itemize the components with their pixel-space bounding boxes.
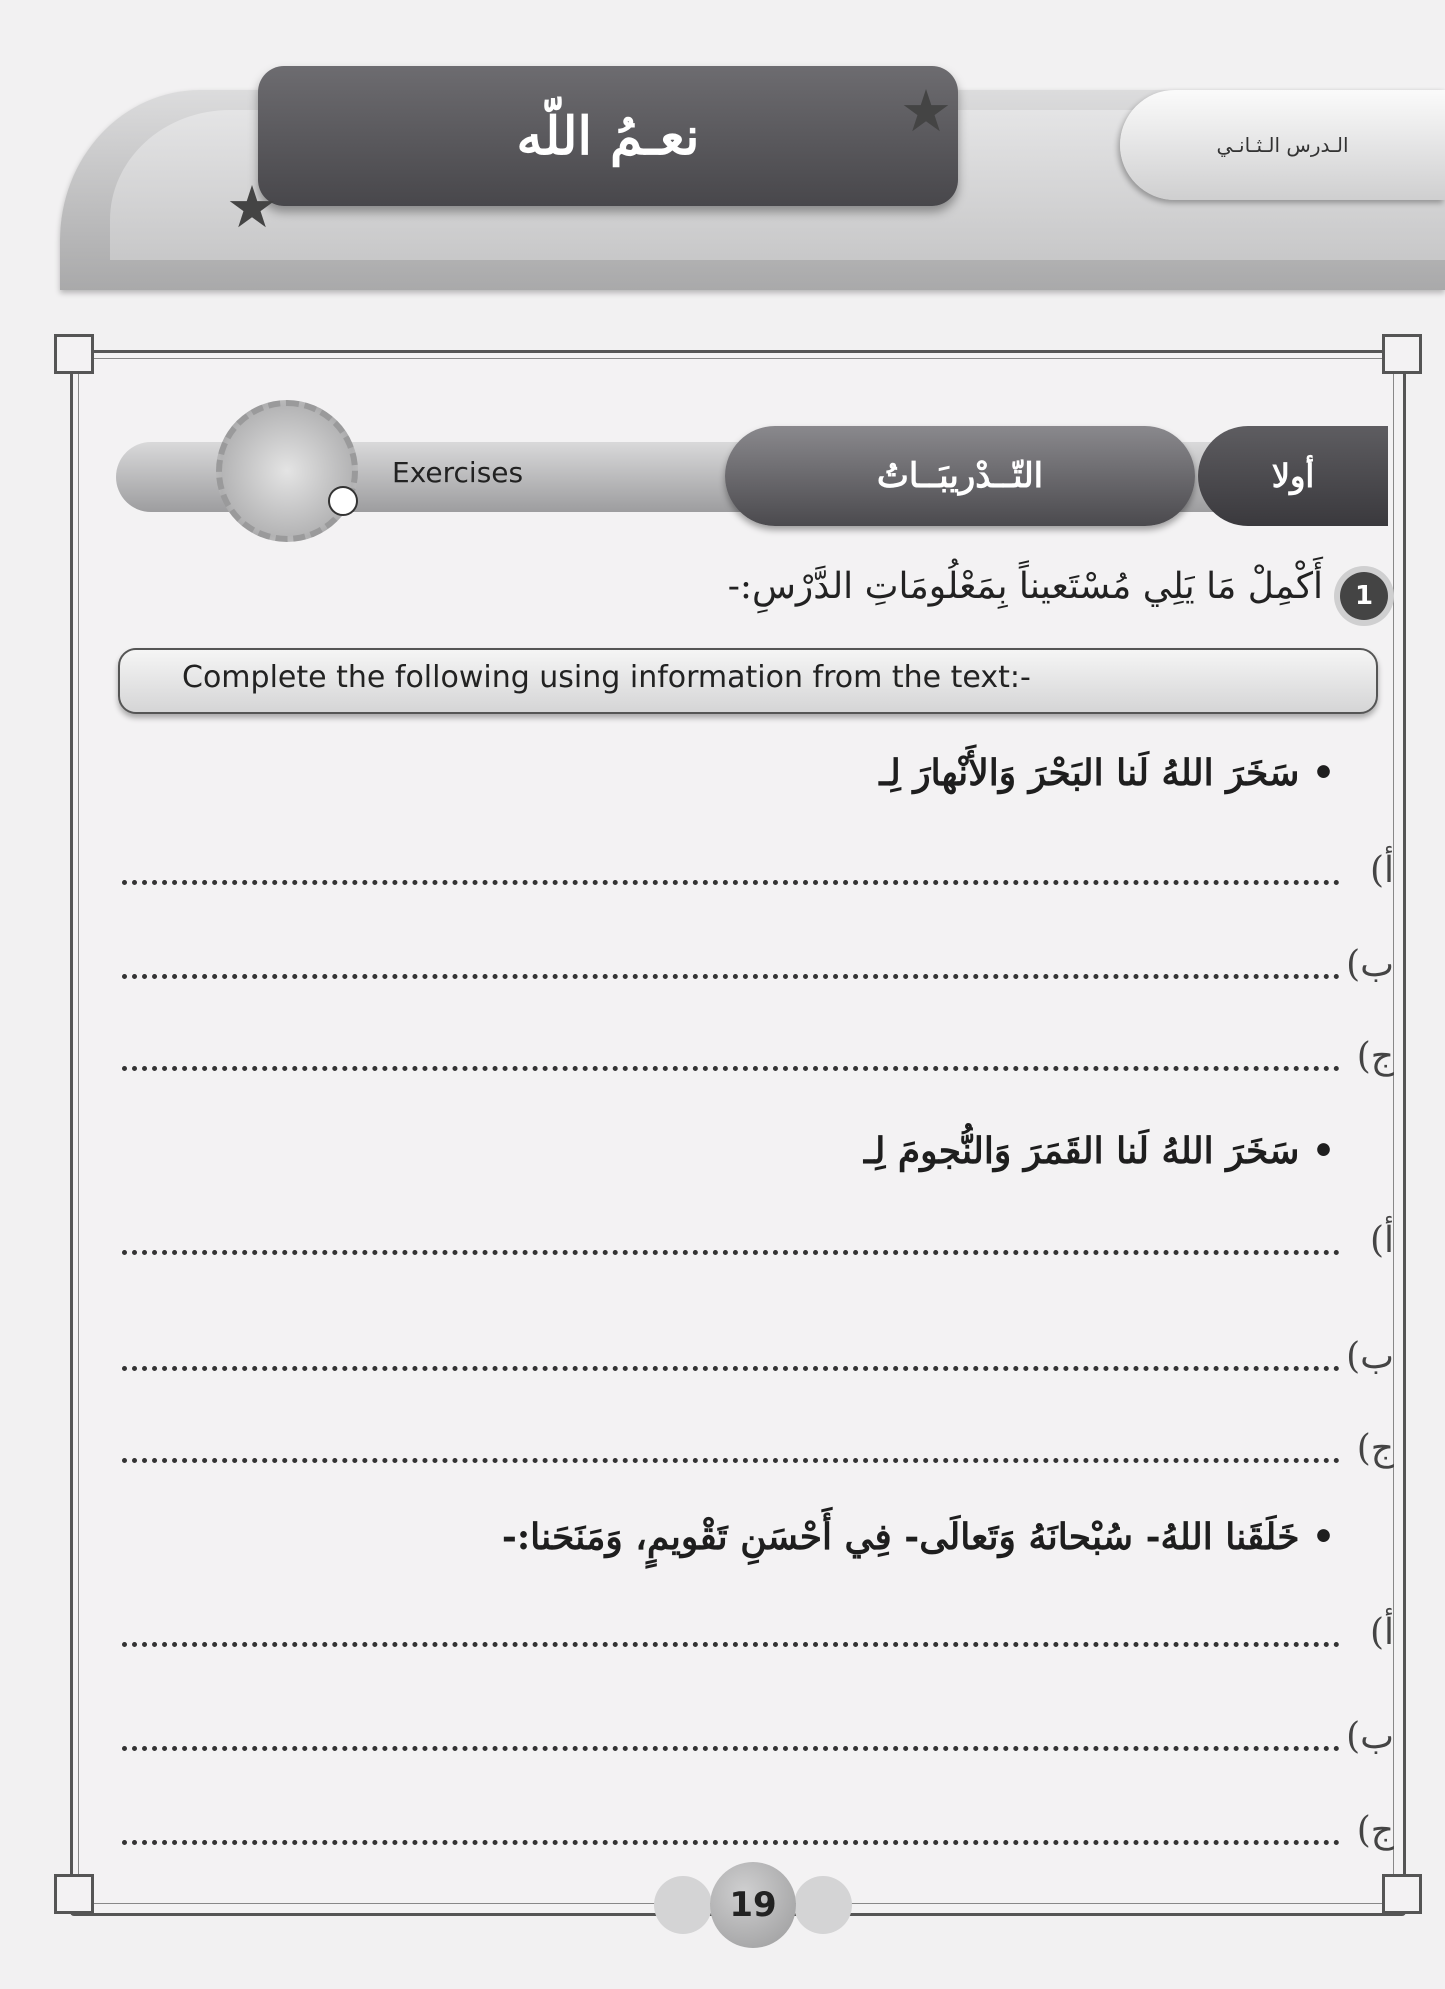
answer-label: ب) (1346, 1336, 1394, 1377)
answer-row (122, 1810, 1400, 1858)
item-prompt: • خَلَقَنا اللهُ- سُبْحانَهُ وَتَعالَى- فِي أَحْسَنِ تَقْويمٍ، وَمَنَحَنا:- (501, 1516, 1335, 1558)
page-number: 19 (710, 1862, 796, 1948)
lesson-number-tab (1120, 90, 1445, 200)
answer-line[interactable] (122, 1366, 1340, 1371)
answer-row (122, 1220, 1400, 1268)
answer-line[interactable] (122, 880, 1340, 885)
section-number-tab (1198, 426, 1388, 526)
answer-line[interactable] (122, 1066, 1340, 1071)
answer-row (122, 1716, 1400, 1764)
instruction-text: Complete the following using information from the text:- (182, 660, 1031, 695)
answer-line[interactable] (122, 974, 1340, 979)
answer-label: أ) (1369, 1612, 1394, 1653)
answer-label: ب) (1346, 944, 1394, 985)
answer-label: أ) (1369, 1220, 1394, 1261)
answer-row (122, 1036, 1400, 1084)
lesson-title: نعـمُ اللّه (516, 105, 700, 167)
boy-illustration-icon (216, 400, 358, 542)
frame-corner-ornament (1382, 334, 1422, 374)
answer-line[interactable] (122, 1840, 1340, 1845)
question-text: أَكْمِلْ مَا يَلِي مُسْتَعيناً بِمَعْلُومَاتِ الدَّرْسِ:- (727, 566, 1323, 607)
answer-line[interactable] (122, 1458, 1340, 1463)
answer-label: أ) (1369, 850, 1394, 891)
frame-corner-ornament (54, 334, 94, 374)
star-icon: ★ (226, 173, 278, 241)
answer-row (122, 944, 1400, 992)
lesson-number-label: الـدرس الـثـانـي (1216, 133, 1349, 157)
answer-label: ج) (1356, 1036, 1394, 1077)
answer-row (122, 850, 1400, 898)
frame-corner-ornament (1382, 1874, 1422, 1914)
frame-corner-ornament (54, 1874, 94, 1914)
answer-label: ب) (1346, 1716, 1394, 1757)
star-icon: ★ (900, 77, 952, 145)
answer-label: ج) (1356, 1428, 1394, 1469)
exercises-label-en: Exercises (392, 456, 524, 489)
answer-row (122, 1428, 1400, 1476)
item-prompt: • سَخَرَ اللهُ لَنا القَمَرَ وَالنُّجومَ لِـ (863, 1130, 1335, 1172)
football-icon (328, 486, 358, 516)
exercises-label-ar: التّــدْريبَــاتُ (876, 456, 1044, 496)
exercises-title-pill (725, 426, 1195, 526)
answer-line[interactable] (122, 1642, 1340, 1647)
answer-line[interactable] (122, 1250, 1340, 1255)
item-prompt: • سَخَرَ اللهُ لَنا البَحْرَ وَالأَنْهارَ لِـ (879, 752, 1335, 794)
answer-row (122, 1612, 1400, 1660)
lesson-title-box (258, 66, 958, 206)
question-number-badge: 1 (1340, 572, 1388, 620)
answer-row (122, 1336, 1400, 1384)
answer-line[interactable] (122, 1746, 1340, 1751)
section-number-label: أولا (1271, 457, 1315, 495)
answer-label: ج) (1356, 1810, 1394, 1851)
